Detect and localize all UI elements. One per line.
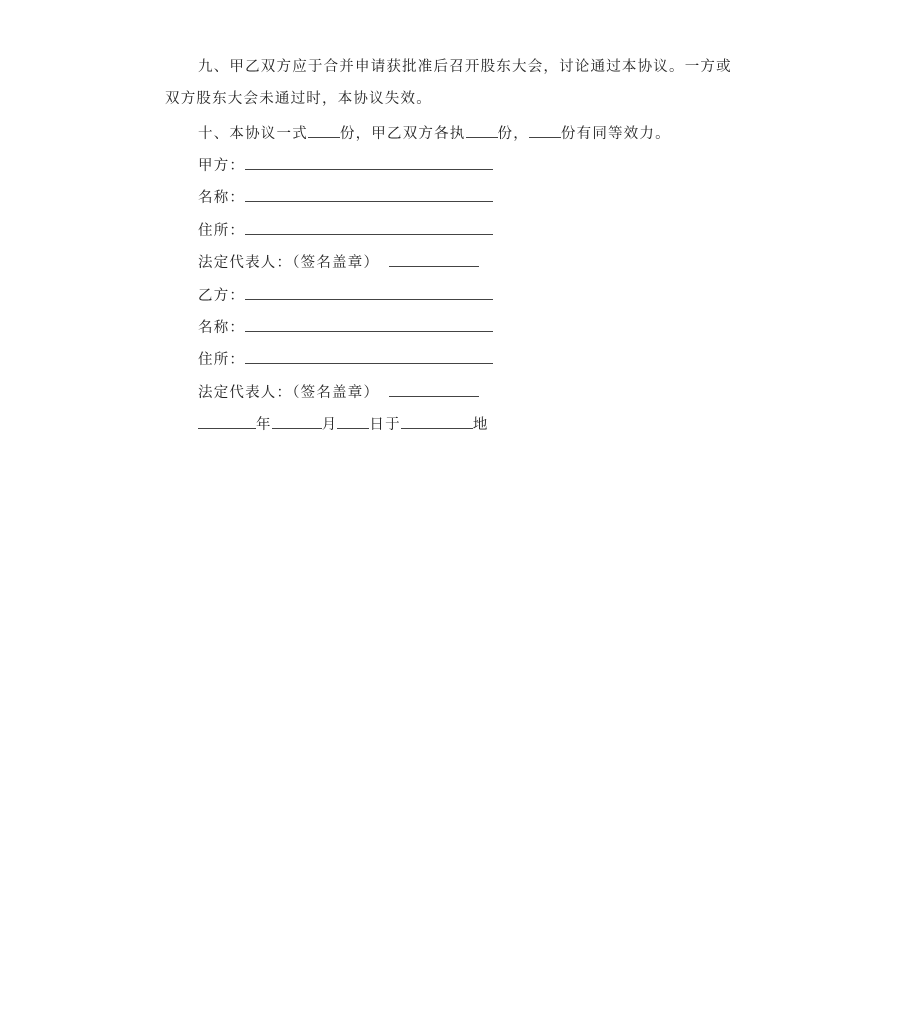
place-label: 地 (472, 417, 489, 433)
copies-total-blank[interactable] (308, 122, 340, 138)
party-b-blank[interactable] (245, 284, 493, 300)
copies-each-blank[interactable] (466, 122, 498, 138)
party-a-rep-label: 法定代表人：（签名盖章） (198, 255, 380, 271)
party-b-rep-label: 法定代表人：（签名盖章） (198, 385, 380, 401)
month-label: 月 (321, 417, 338, 433)
party-a-name-row (198, 186, 493, 208)
party-b-name-label: 名称： (198, 320, 246, 336)
party-b-row (198, 284, 493, 306)
day-blank[interactable] (337, 413, 369, 429)
clause-ten-part-1: 十、本协议一式 (198, 126, 308, 142)
party-b-address-row (198, 348, 493, 370)
party-b-address-blank[interactable] (245, 348, 493, 364)
party-b-label: 乙方： (198, 288, 246, 304)
party-a-label: 甲方： (198, 158, 246, 174)
party-a-name-blank[interactable] (245, 186, 493, 202)
party-b-signature-blank[interactable] (389, 381, 479, 397)
clause-ten (198, 122, 671, 144)
clause-ten-part-3: 份， (497, 126, 529, 142)
year-blank[interactable] (198, 413, 256, 429)
clause-ten-part-4: 份有同等效力。 (560, 126, 671, 142)
clause-nine-line-2: 双方股东大会未通过时，本协议失效。 (165, 91, 432, 107)
party-a-row (198, 154, 493, 176)
copies-other-blank[interactable] (529, 122, 561, 138)
party-a-address-blank[interactable] (245, 219, 493, 235)
party-b-name-row (198, 316, 493, 338)
party-a-blank[interactable] (245, 154, 493, 170)
year-label: 年 (256, 417, 272, 433)
party-b-name-blank[interactable] (245, 316, 493, 332)
clause-nine-line-1: 九、甲乙双方应于合并申请获批准后召开股东大会，讨论通过本协议。一方或 (198, 59, 732, 75)
party-b-rep-row (198, 381, 479, 403)
party-a-address-label: 住所： (198, 223, 246, 239)
party-a-address-row (198, 219, 493, 241)
clause-ten-part-2: 份，甲乙双方各执 (339, 126, 466, 142)
party-b-address-label: 住所： (198, 352, 246, 368)
party-a-signature-blank[interactable] (389, 251, 479, 267)
party-a-rep-row (198, 251, 479, 273)
month-blank[interactable] (272, 413, 322, 429)
party-a-name-label: 名称： (198, 190, 246, 206)
date-place-row (198, 413, 489, 435)
place-blank[interactable] (401, 413, 473, 429)
day-at-label: 日于 (369, 417, 401, 433)
